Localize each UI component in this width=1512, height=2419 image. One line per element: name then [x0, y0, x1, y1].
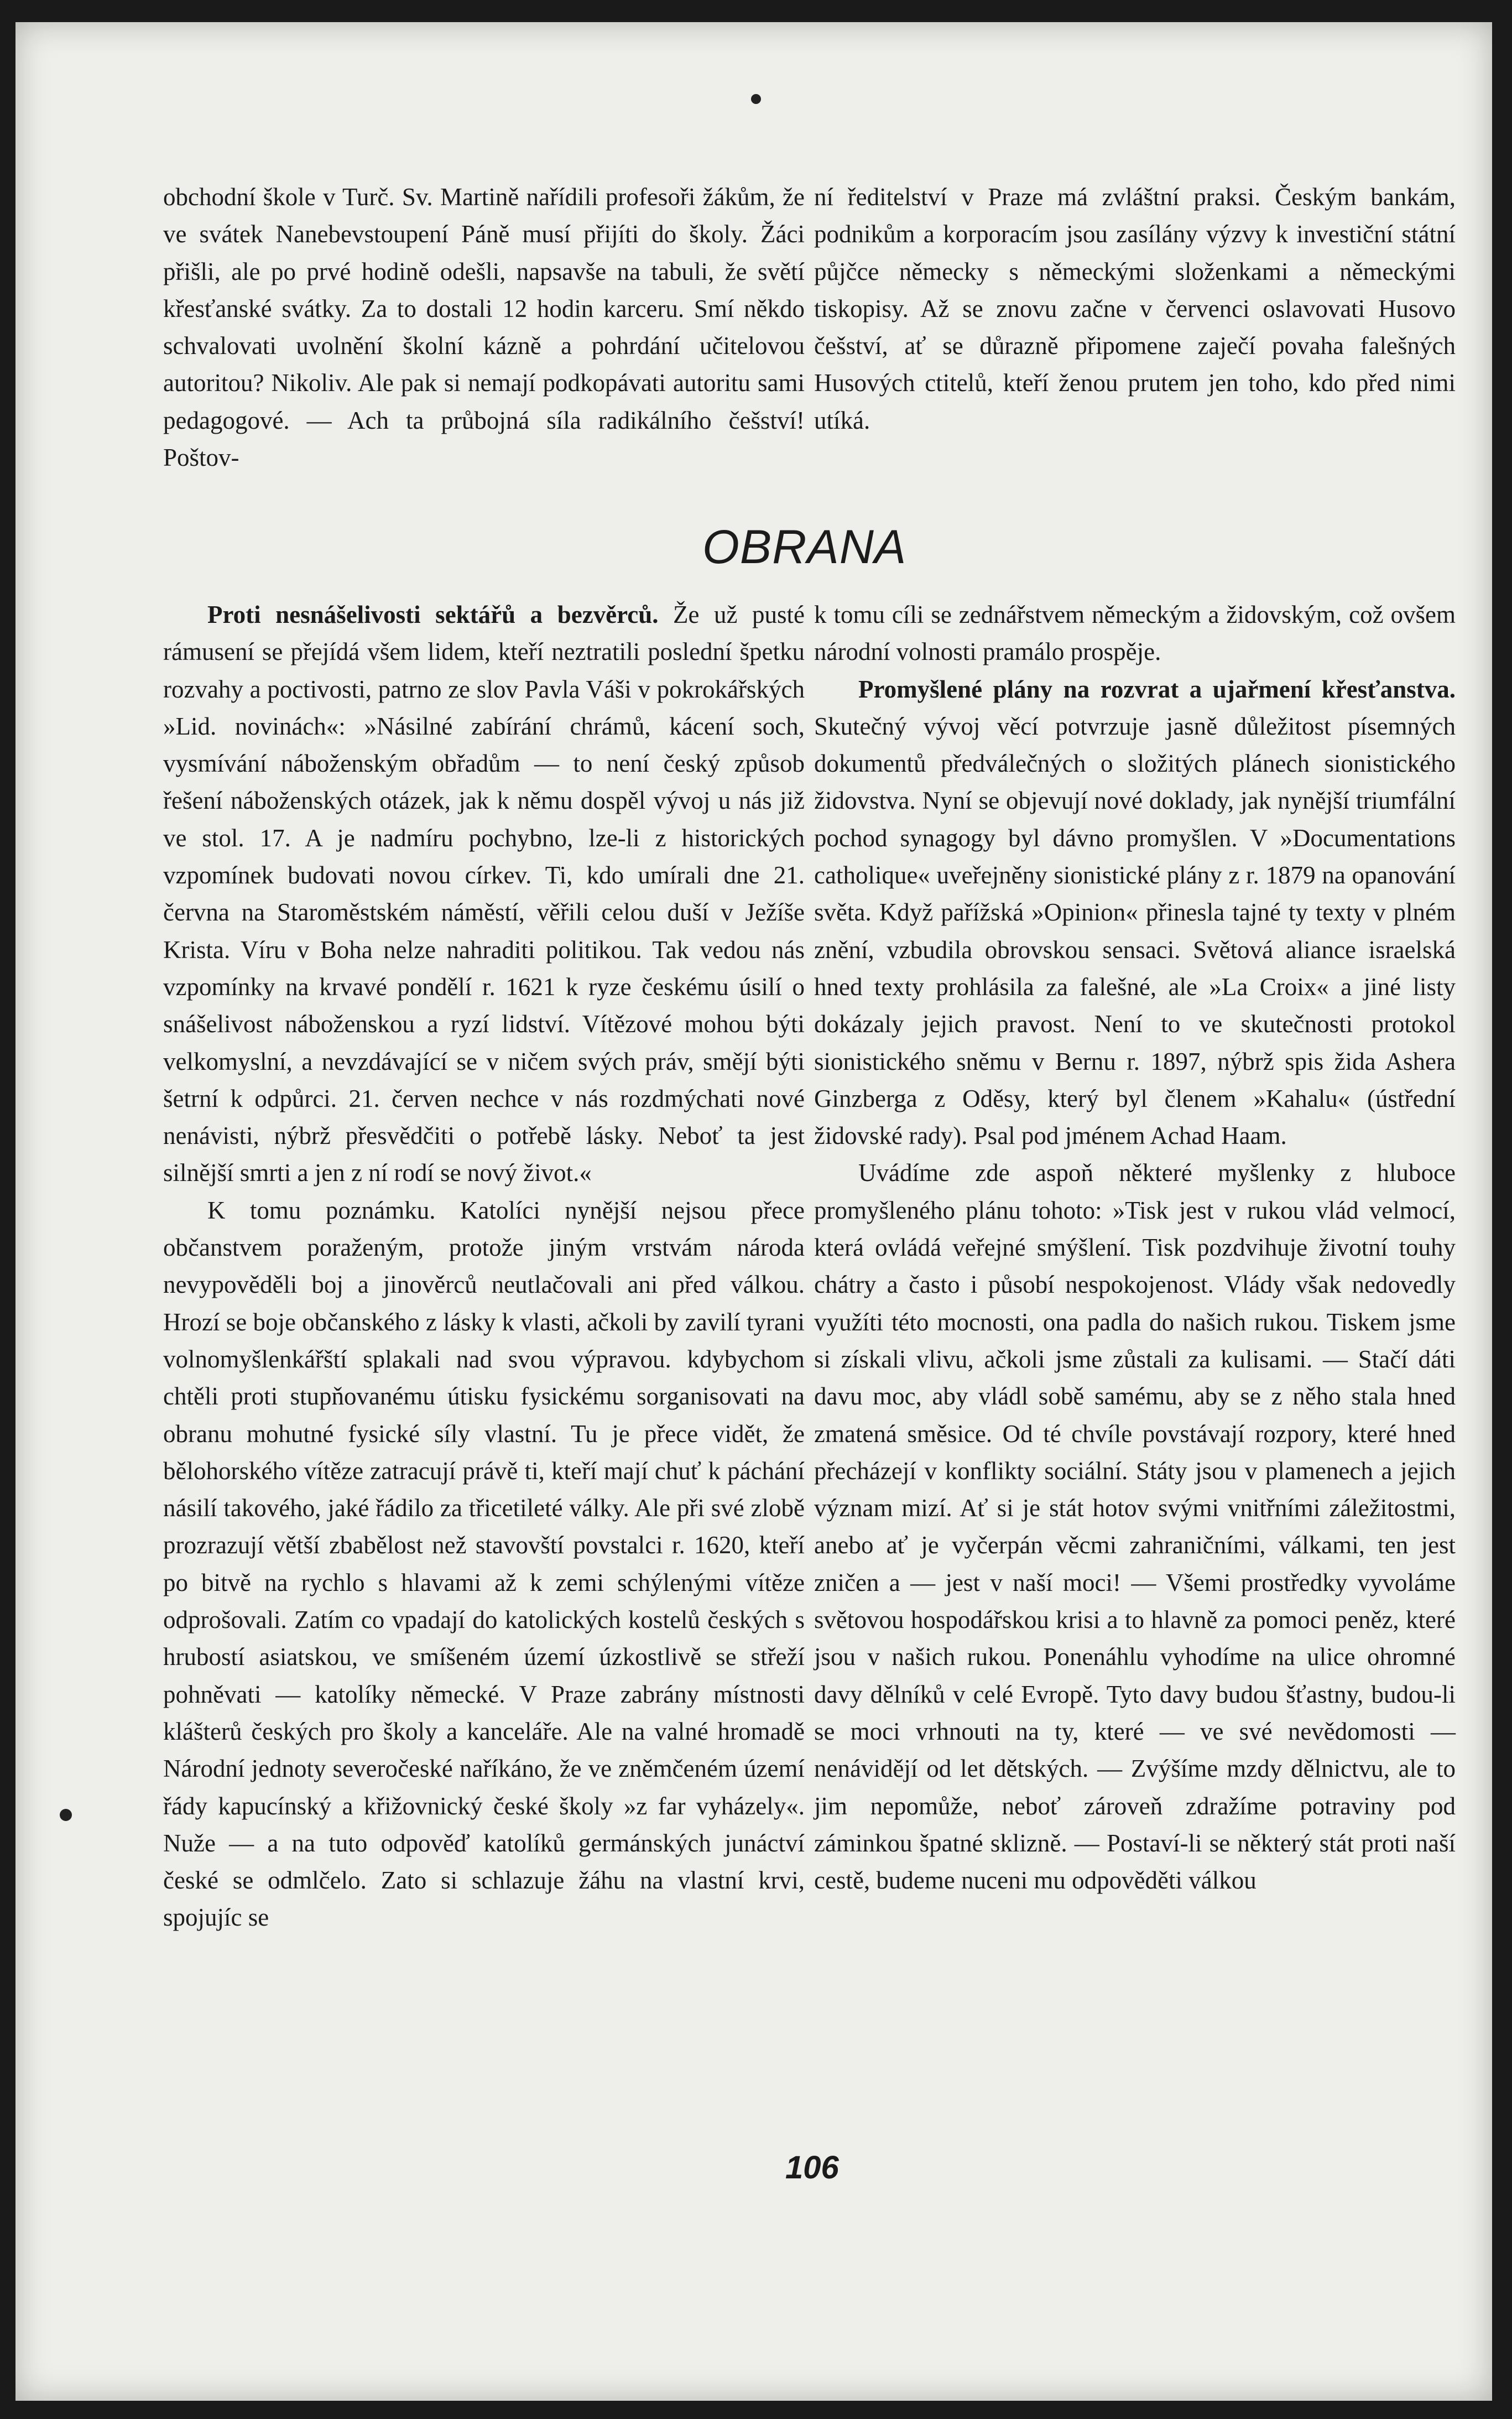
- section-title: OBRANA: [702, 521, 907, 574]
- article-body: Že už pusté rámusení se přejídá všem lidem, kteří neztratili poslední špetku rozvahy a poctivosti, patrno ze slov Pavla Váši v pokrokářských »Lid. novinách«: »Násilné zabírání chrámů, kácení soch, vysmívání náboženským obřadům — to není český způsob řešení náboženských otázek, jak k němu dospěl vývoj u nás již ve stol. 17. A je nadmíru pochybno, lze-li z historických vzpomínek budovati novou církev. Ti, kdo umírali dne 21. června na Staroměstském náměstí, věřili celou duší v Ježíše Krista. Víru v Boha nelze nahraditi politikou. Tak vedou nás vzpomínky na krvavé pondělí r. 1621 k ryze českému úsilí o snášelivost náboženskou a ryzí lidství. Vítězové mohou býti velkomyslní, a nevzdávající se v ničem svých práv, smějí býti šetrní k odpůrci. 21. červen nechce v nás rozdmýchati nové nenávisti, nýbrž přesvědčiti o potřebě lásky. Neboť ta jest silnější smrti a jen z ní rodí se nový život.«: [163, 601, 805, 1187]
- commentary-paragraph: K tomu poznámku. Katolíci nynější nejsou přece občanstvem poraženým, protože jiným vrstvám národa nevypověděli boj a jinověrců neutlačovali ani před válkou. Hrozí se boje občanského z lásky k vlasti, ačkoli by zavilí tyrani volnomyšlenkářští splakali nad svou výpravou. kdybychom chtěli proti stupňovanému útisku fysickému sorganisovati na obranu mohutné fysické síly vlastní. Tu je přece vidět, že bělohorského vítěze zatracují právě ti, kteří mají chuť k páchání násilí takového, jaké řádilo za třicetileté války. Ale při své zlobě prozrazují větší zbabělost než stavovští povstalci r. 1620, kteří po bitvě na rychlo s hlavami až k zemi schýlenými vítěze odprošovali. Zatím co vpadají do katolických kostelů českých s hrubostí asiatskou, ve smíšeném území úzkostlivě se střeží pohněvati — katolíky německé. V Praze zabrány místnosti klášterů českých pro školy a kanceláře. Ale na valné hromadě Národní jednoty severočeské naříkáno, že ve zněmčeném území řády kapucínský a křižovnický české školy »z far vyházely«. Nuže — a na tuto odpověď katolíků germánských junáctví české se odmlčelo. Zato si schlazuje žáhu na vlastní krvi, spojujíc se: [163, 1196, 805, 1932]
- article-body: Skutečný vývoj věcí potvrzuje jasně důležitost písemných dokumentů předválečných o složitých plánech sionistického židovstva. Nyní se objevují nové doklady, jak nynější triumfální pochod synagogy byl dávno promyšlen. V »Documentations catholique« uveřejněny sionistické plány z r. 1879 na opanování světa. Když pařížská »Opinion« přinesla tajné ty texty v plném znění, vzbudila obrovskou sensaci. Světová aliance israelská hned texty prohlásila za falešné, ale »La Croix« a jiné listy dokázaly jejich pravost. Není to ve skutečnosti protokol sionistického sněmu v Bernu r. 1897, nýbrž spis žida Ashera Ginzberga z Oděsy, který byl členem »Kahalu« (ústřední židovské rady). Psal pod jménem Achad Haam.: [814, 712, 1456, 1150]
- continuation-paragraph: k tomu cíli se zednářstvem německým a židovským, což ovšem národní volnosti pramálo prospěje.: [814, 601, 1456, 666]
- quote-paragraph: Uvádíme zde aspoň některé myšlenky z hluboce promyšleného plánu tohoto: »Tisk jest v rukou vlád velmocí, která ovládá veřejné smýšlení. Tisk pozdvihuje životní touhy chátry a často i působí nespokojenost. Vlády však nedovedly využíti této mocnosti, ona padla do našich rukou. Tiskem jsme si získali vlivu, ačkoli jsme zůstali za kulisami. — Stačí dáti davu moc, aby vládl sobě samému, aby se z něho stala hned zmatená směsice. Od té chvíle povstávají rozpory, které hned přecházejí v konflikty sociální. Státy jsou v plamenech a jejich význam mizí. Ať si je stát hotov svými vnitřními záležitostmi, anebo ať je vyčerpán věcmi zahraničními, válkami, ten jest zničen a — jest v naší moci! — Všemi prostředky vyvoláme světovou hospodářskou krisi a to hlavně za pomoci peněz, které jsou v našich rukou. Ponenáhlu vyhodíme na ulice ohromné davy dělníků v celé Evropě. Tyto davy budou šťastny, budou-li se moci vrhnouti na ty, které — ve své nevědomosti — nenávidějí od let dětských. — Zvýšíme mzdy dělnictvu, ale to jim nepomůže, neboť zároveň zdražíme potraviny pod záminkou špatné sklizně. — Postaví-li se některý stát proti naší cestě, budeme nuceni mu odpověděti válkou: [814, 1159, 1456, 1895]
- article-continuation-right: [814, 179, 1456, 439]
- article-heading: Proti nesnášelivosti sektářů a bezvěrců.: [207, 601, 659, 628]
- left-column: [163, 596, 805, 1937]
- ink-speck: [60, 1809, 72, 1821]
- ink-speck: [751, 94, 761, 104]
- article-intolerance: [163, 596, 805, 1192]
- article-heading: Promyšlené plány na rozvrat a ujařmení křesťanstva.: [858, 675, 1456, 703]
- article-plans: [814, 671, 1456, 1155]
- right-column: [814, 596, 1456, 1899]
- article-continuation-left: [163, 179, 805, 476]
- page-number: 106: [785, 2150, 839, 2186]
- top-right-paragraph: ní ředitelství v Praze má zvláštní praksi. Českým bankám, podnikům a korporacím jsou zasílány výzvy k investiční státní půjčce německy s německými složenkami a německými tiskopisy. Až se znovu začne v červenci oslavovati Husovo češství, ať se důrazně připomene zaječí povaha falešných Husových ctitelů, kteří ženou prutem jen toho, kdo před nimi utíká.: [814, 183, 1456, 434]
- top-left-paragraph: obchodní škole v Turč. Sv. Martině nařídili profesoři žákům, že ve svátek Nanebevstoupení Páně musí přijíti do školy. Žáci přišli, ale po prvé hodině odešli, napsavše na tabuli, že světí křesťanské svátky. Za to dostali 12 hodin karceru. Smí někdo schvalovati uvolnění školní kázně a pohrdání učitelovou autoritou? Nikoliv. Ale pak si nemají podkopávati autoritu sami pedagogové. — Ach ta průbojná síla radikálního češství! Poštov-: [163, 183, 805, 472]
